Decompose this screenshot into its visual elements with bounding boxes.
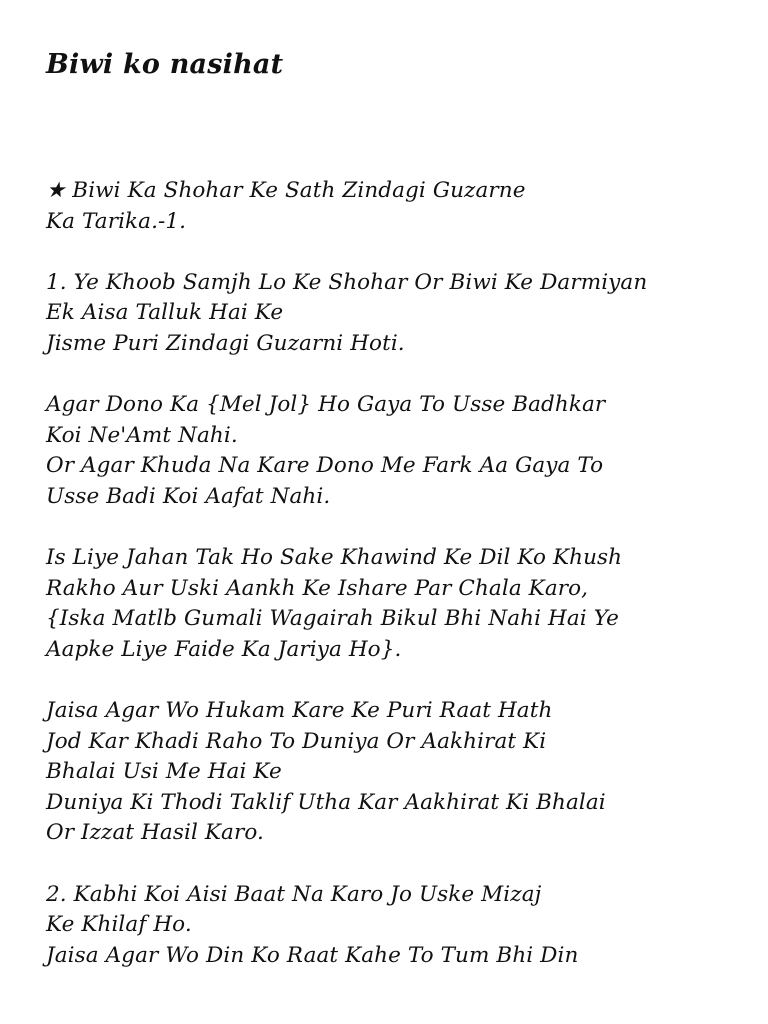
text-line: Duniya Ki Thodi Taklif Utha Kar Aakhirat Ki Bhalai xyxy=(46,789,606,815)
text-line: Bhalai Usi Me Hai Ke xyxy=(46,759,282,785)
text-line: Ke Khilaf Ho. xyxy=(46,912,192,938)
text-line: Jod Kar Khadi Raho To Duniya Or Aakhirat Ki xyxy=(46,728,547,754)
paragraph-gap xyxy=(46,360,746,391)
paragraph-gap xyxy=(46,849,746,880)
text-line: Usse Badi Koi Aafat Nahi. xyxy=(46,483,331,509)
text-line: ★ Biwi Ka Shohar Ke Sath Zindagi Guzarne xyxy=(46,178,526,203)
text-line: Or Izzat Hasil Karo. xyxy=(46,820,264,846)
paragraph-gap xyxy=(46,513,746,544)
text-line: 2. Kabhi Koi Aisi Baat Na Karo Jo Uske Mizaj xyxy=(46,881,542,907)
text-line: Jaisa Agar Wo Hukam Kare Ke Puri Raat Hath xyxy=(46,698,553,724)
text-line: Or Agar Khuda Na Kare Dono Me Fark Aa Gaya To xyxy=(46,453,604,479)
text-line: Ek Aisa Talluk Hai Ke xyxy=(46,300,284,326)
text-line: Jaisa Agar Wo Din Ko Raat Kahe To Tum Bhi Din xyxy=(46,942,579,968)
text-line: Agar Dono Ka {Mel Jol} Ho Gaya To Usse Badhkar xyxy=(46,392,606,418)
text-line: Jisme Puri Zindagi Guzarni Hoti. xyxy=(46,330,405,356)
text-line: Ka Tarika.-1. xyxy=(46,208,187,234)
document-title: Biwi ko nasihat xyxy=(46,49,284,80)
text-line: 1. Ye Khoob Samjh Lo Ke Shohar Or Biwi Ke Darmiyan xyxy=(46,269,648,295)
text-line: Rakho Aur Uski Aankh Ke Ishare Par Chala Karo, xyxy=(46,575,589,601)
text-line: Is Liye Jahan Tak Ho Sake Khawind Ke Dil Ko Khush xyxy=(46,545,623,571)
text-line: Koi Ne'Amt Nahi. xyxy=(46,422,238,448)
document-body xyxy=(46,176,746,971)
text-line: Aapke Liye Faide Ka Jariya Ho}. xyxy=(46,636,402,662)
paragraph-gap xyxy=(46,666,746,697)
text-line: {Iska Matlb Gumali Wagairah Bikul Bhi Nahi Hai Ye xyxy=(46,606,619,632)
paragraph-gap xyxy=(46,237,746,268)
